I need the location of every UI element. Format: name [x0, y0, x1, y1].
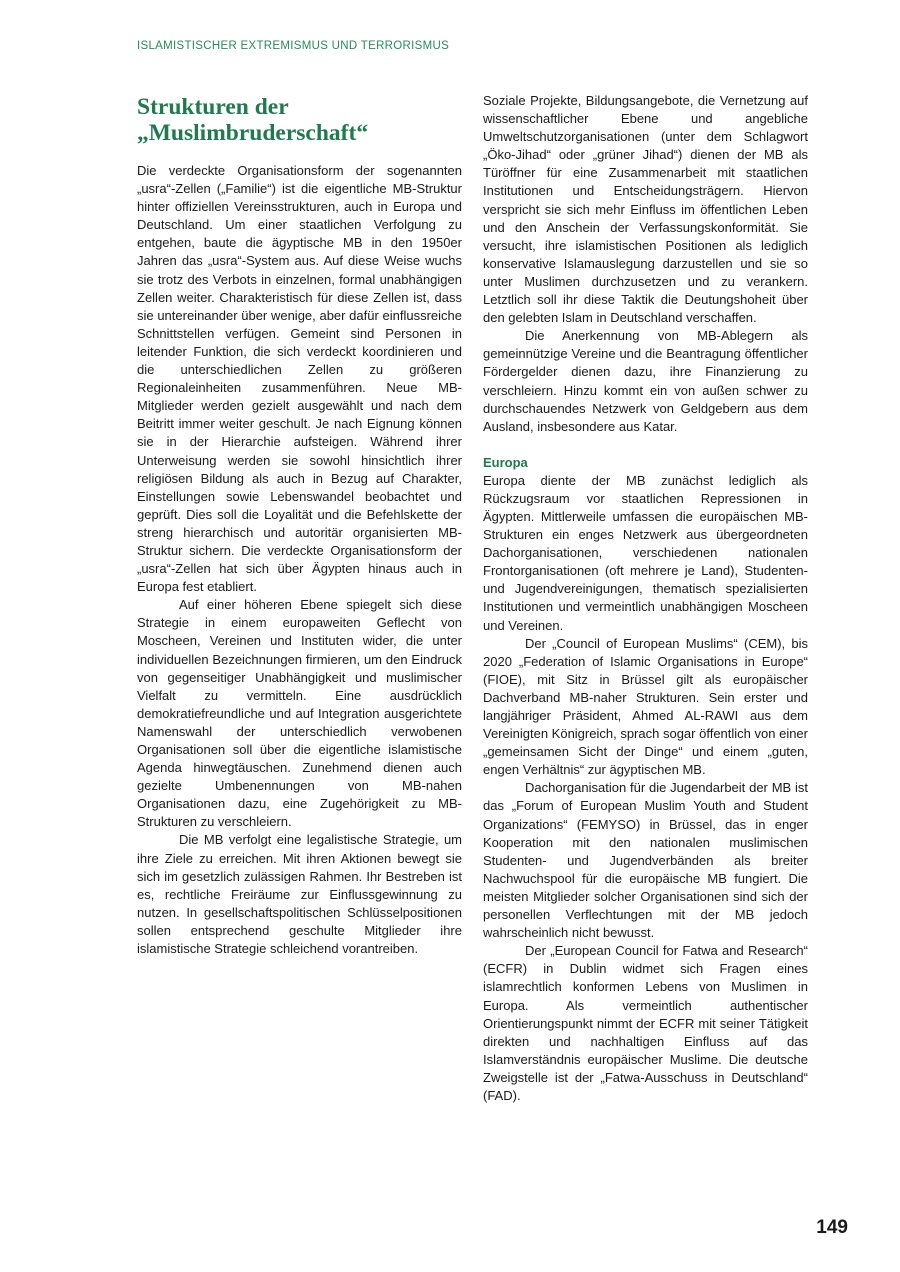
section-title	[137, 94, 462, 146]
body-paragraph: Soziale Projekte, Bildungsangebote, die Vernetzung auf wissenschaftlicher Ebene und angebliche Umweltschutzorganisationen (unter dem Schlagwort „Öko-Jihad“ oder „grüner Jihad“) dienen der MB als Türöffner für eine Zusammenarbeit mit staatlichen Institutionen und Entscheidungsträgern. Hiervon verspricht sie sich mehr Einfluss im öffentlichen Leben und den Anschein der Verfassungskonformität. Sie versucht, ihre islamistischen Positionen als lediglich konservative Islamauslegung darzustellen und sie so unter Muslimen durchzusetzen und zu verankern. Letztlich soll ihr diese Taktik die Deutungshoheit über den gelebten Islam in Deutschland verschaffen.	[483, 93, 808, 326]
body-paragraph: Dachorganisation für die Jugendarbeit der MB ist das „Forum of European Muslim Youth and Student Organizations“ (FEMYSO) in Brüssel, das in enger Kooperation mit den nationalen muslimischen Studenten- und Jugendverbänden als breiter Nachwuchspool für die europäische MB fungiert. Die meisten Mitglieder solcher Organisationen sind sich der personellen Verflechtungen mit der MB jedoch wahrscheinlich nicht bewusst.	[483, 780, 808, 941]
title-line-2: „Muslimbruderschaft“	[137, 120, 369, 146]
body-paragraph: Der „Council of European Muslims“ (CEM), bis 2020 „Federation of Islamic Organisations in Europe“ (FIOE), mit Sitz in Brüssel gilt als europäischer Dachverband MB-naher Strukturen. Sein erster und langjähriger Präsident, Ahmed AL-RAWI aus dem Vereinigten Königreich, sprach sogar öffentlich von einer „gemeinsamen Sicht der Dinge“ und einem „guten, engen Verhältnis“ zur ägyptischen MB.	[483, 635, 808, 778]
body-paragraph: Die Anerkennung von MB-Ablegern als gemeinnützige Vereine und die Beantragung öffentlicher Fördergelder dienen dazu, ihre Finanzierung zu verschleiern. Hinzu kommt ein von außen schwer zu durchschauendes Netzwerk von Geldgebern aus dem Ausland, insbesondere aus Katar.	[483, 328, 808, 434]
body-paragraph: Europa diente der MB zunächst lediglich als Rückzugsraum vor staatlichen Repressionen in Ägypten. Mittlerweile umfassen die europäischen MB-Strukturen ein enges Netzwerk aus übergeordneten Dachorganisationen, verschiedenen nationalen Frontorganisationen (oft mehrere je Land), Studenten- und Jugendvereinigungen, thematisch spezialisierten Institutionen und vermeintlich unabhängigen Moscheen und Vereinen.	[483, 472, 808, 633]
left-column	[137, 94, 462, 958]
body-paragraph: Die verdeckte Organisationsform der sogenannten „usra“-Zellen („Familie“) ist die eigentliche MB-Struktur hinter offiziellen Vereinsstrukturen, auch in Europa und Deutschland. Um einer staatlichen Verfolgung zu entgehen, baute die ägyptische MB in den 1950er Jahren das „usra“-System aus. Auf diese Weise wuchs sie trotz des Verbots in einzelnen, formal unabhängigen Zellen weiter. Charakteristisch für diese Zellen ist, dass sie untereinander über wenige, aber dafür einflussreiche Schnittstellen verfügen. Gemeint sind Personen in leitender Funktion, die sich verdeckt koordinieren und die unterschiedlichen Zellen zu größeren Regionaleinheiten zusammenführen. Neue MB-Mitglieder werden gezielt ausgewählt und nach dem Beitritt immer weiter geschult. Je nach Eignung können sie in der Hierarchie aufsteigen. Während ihrer Unterweisung werden sie sowohl hinsichtlich ihrer religiösen Bildung als auch in Bezug auf Charakter, Einstellungen sowie Lebenswandel beobachtet und geprüft. Dies soll die Loyalität und die Befehlskette der streng hierarchisch und autoritär organisierten MB-Struktur sichern. Die verdeckte Organisationsform der „usra“-Zellen hat sich über Ägypten hinaus auch in Europa fest etabliert.	[137, 163, 462, 595]
body-paragraph: Auf einer höheren Ebene spiegelt sich diese Strategie in einem europaweiten Geflecht von Moscheen, Vereinen und Instituten wider, die unter individuellen Bezeichnungen firmieren, um den Eindruck von gegenseitiger Unabhängigkeit und muslimischer Vielfalt zu vermitteln. Eine ausdrücklich demokratiefreundliche und auf Integration ausgerichtete Namenswahl der unterschiedlich verwobenen Organisationen soll über die eigentliche islamistische Agenda hinwegtäuschen. Zunehmend dienen auch gezielte Umbenennungen von MB-nahen Organisationen dazu, eine Zugehörigkeit zu MB-Strukturen zu verschleiern.	[137, 597, 462, 830]
body-paragraph: Die MB verfolgt eine legalistische Strategie, um ihre Ziele zu erreichen. Mit ihren Aktionen bewegt sie sich im gesetzlich zulässigen Rahmen. Ihr Bestreben ist es, rechtliche Freiräume zur Einflussgewinnung zu nutzen. In gesellschaftspolitischen Schlüsselpositionen sollen entsprechend geschulte Mitglieder ihre islamistische Strategie schleichend vorantreiben.	[137, 832, 462, 957]
running-head: ISLAMISTISCHER EXTREMISMUS UND TERRORISMUS	[137, 40, 450, 52]
page-number: 149	[816, 1217, 848, 1238]
title-line-1: Strukturen der	[137, 94, 289, 120]
subsection-heading-europa: Europa	[483, 454, 528, 470]
body-paragraph: Der „European Council for Fatwa and Research“ (ECFR) in Dublin widmet sich Fragen eines islamrechtlich konformen Lebens von Muslimen in Europa. Als vermeintlich authentischer Orientierungspunkt nimmt der ECFR mit seiner Tätigkeit direkten und nachhaltigen Einfluss auf das Islamverständnis europäischer Muslime. Die deutsche Zweigstelle ist der „Fatwa-Ausschuss in Deutschland“ (FAD).	[483, 943, 808, 1103]
right-column	[483, 92, 808, 1105]
